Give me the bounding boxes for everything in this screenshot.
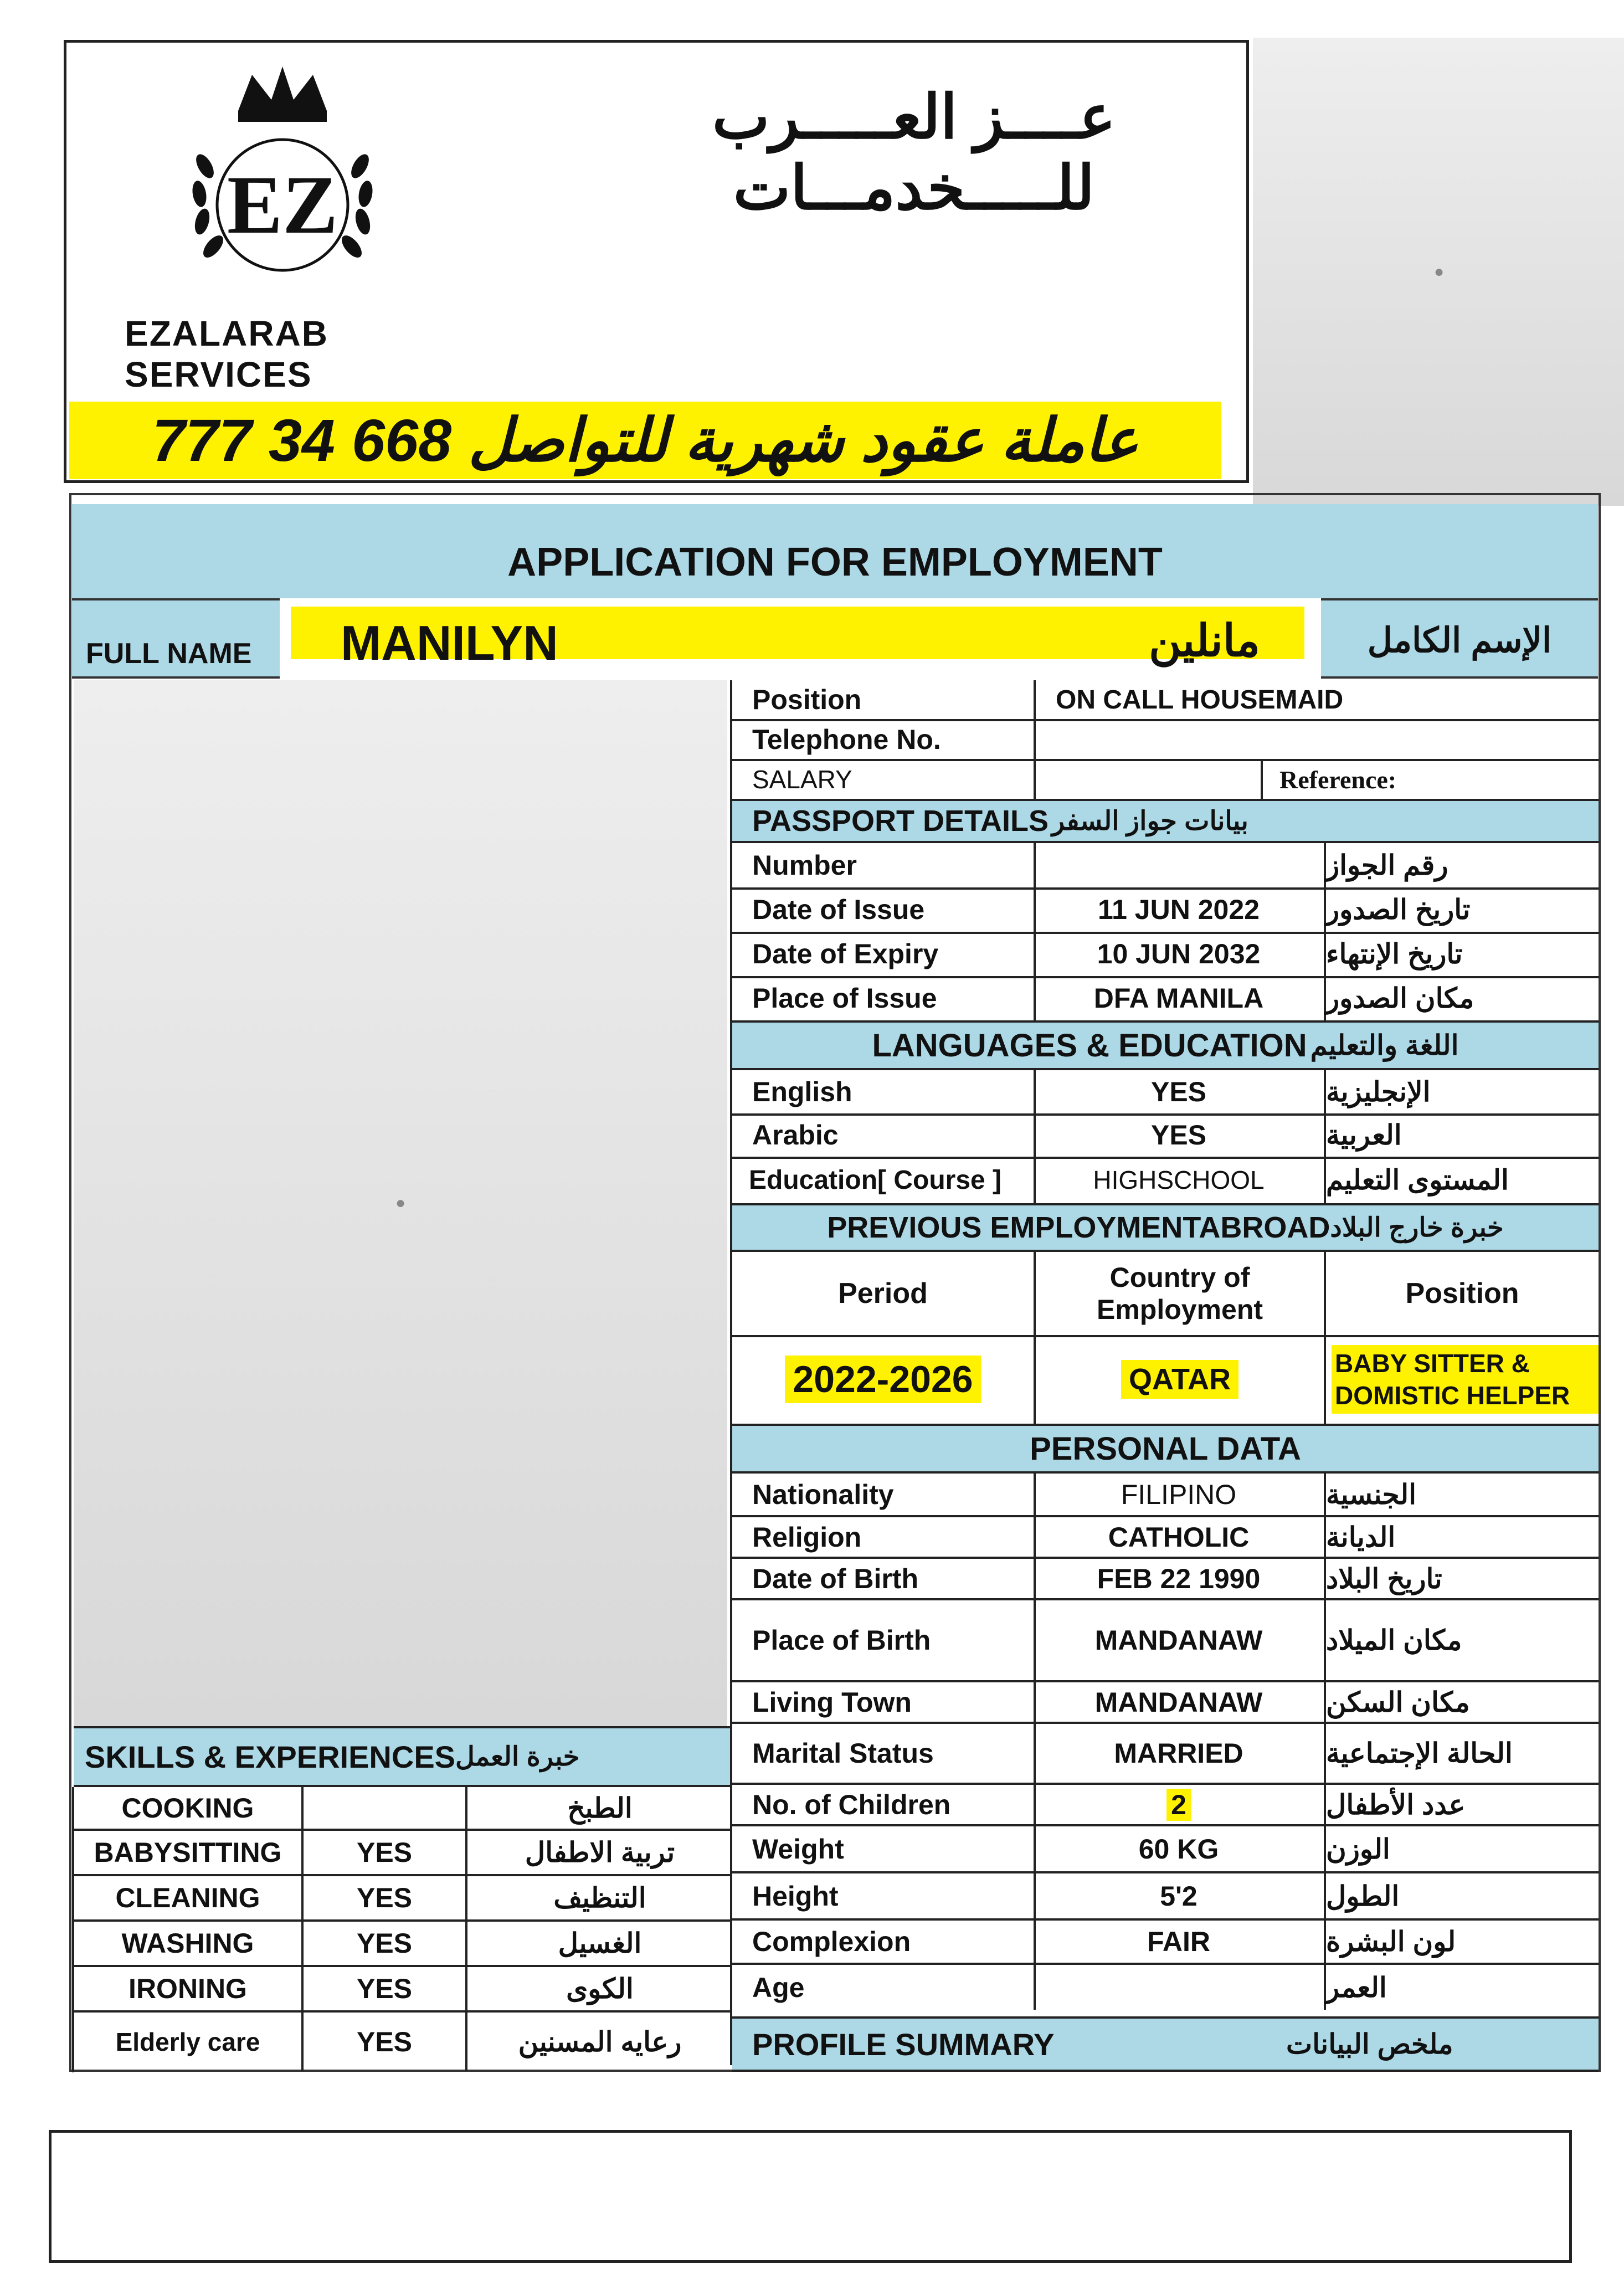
salary-value[interactable] [1034, 760, 1261, 799]
languages-heading [732, 1020, 1599, 1070]
language-label-ar: المستوى التعليم [1324, 1157, 1599, 1203]
languages-heading-ar: اللغة والتعليم [1310, 1030, 1459, 1061]
table-row [732, 1680, 1599, 1722]
language-label: Education[ Course ] [749, 1165, 1002, 1195]
table-row [74, 1829, 732, 1874]
personal-label-ar: الطول [1324, 1873, 1599, 1918]
personal-value-text: CATHOLIC [1108, 1521, 1250, 1553]
table-row [74, 1919, 732, 1965]
personal-value-text: FEB 22 1990 [1097, 1563, 1261, 1594]
personal-value-text: FILIPINO [1121, 1479, 1237, 1510]
personal-label: Nationality [752, 1479, 894, 1510]
skill-value: YES [301, 1922, 465, 1965]
personal-value [1034, 1921, 1322, 1963]
table-row [732, 1070, 1599, 1113]
employment-country-cell [1034, 1335, 1324, 1424]
personal-label-ar: تاريخ البلاد [1324, 1559, 1599, 1598]
personal-label-ar: العمر [1324, 1965, 1599, 2010]
col-period-header: Period [838, 1277, 928, 1310]
skill-value: YES [301, 1876, 465, 1919]
passport-label: Date of Expiry [752, 938, 939, 969]
table-row [732, 932, 1599, 976]
passport-rows [732, 843, 1599, 1020]
profile-summary-label-ar: ملخص البيانات [1286, 2029, 1453, 2060]
profile-summary-bar [732, 2016, 1599, 2072]
full-body-photo [74, 680, 727, 1726]
passport-label: Number [752, 850, 857, 881]
passport-value: DFA MANILA [1034, 976, 1322, 1020]
personal-label: Religion [752, 1521, 862, 1553]
employment-position-cell [1324, 1335, 1599, 1424]
personal-label-ar: الحالة الإجتماعية [1324, 1724, 1599, 1783]
passport-heading [732, 799, 1599, 843]
personal-label-ar: عدد الأطفال [1324, 1785, 1599, 1824]
col-country-header: Country of Employment [1034, 1252, 1324, 1335]
personal-label: Weight [752, 1833, 844, 1865]
personal-label-ar: الجنسية [1324, 1474, 1599, 1515]
logo [161, 55, 404, 288]
table-row [74, 1965, 732, 2010]
passport-label: Date of Issue [752, 894, 925, 925]
contact-banner: عاملة عقود شهرية للتواصل 668 34 777 [69, 402, 1221, 479]
full-name-arabic: مانلين [1148, 616, 1260, 665]
passport-label-ar: رقم الجواز [1324, 843, 1599, 887]
personal-value-text: MARRIED [1114, 1738, 1243, 1769]
employment-table [732, 1252, 1599, 1424]
personal-heading: PERSONAL DATA [732, 1424, 1599, 1474]
skill-label: IRONING [129, 1973, 247, 2004]
full-name-field[interactable] [280, 598, 1321, 679]
personal-value [1034, 1474, 1322, 1515]
passport-value: 11 JUN 2022 [1034, 887, 1322, 932]
employment-period: 2022-2026 [785, 1356, 980, 1403]
personal-label-ar: مكان الميلاد [1324, 1600, 1599, 1680]
notes-box[interactable] [49, 2130, 1572, 2263]
table-row [732, 1824, 1599, 1871]
personal-label: Marital Status [752, 1738, 934, 1769]
skill-label-ar: تربية الاطفال [465, 1831, 732, 1874]
languages-heading-en: LANGUAGES & EDUCATION [872, 1027, 1307, 1064]
logo-letters: EZ [227, 159, 338, 251]
table-row [732, 1157, 1599, 1203]
form-title: APPLICATION FOR EMPLOYMENT [72, 504, 1598, 598]
skill-label-ar: الطبخ [465, 1787, 732, 1829]
position-label: Position [752, 684, 862, 715]
personal-value-text: 5'2 [1160, 1880, 1198, 1912]
skill-label-ar: الكوى [465, 1967, 732, 2010]
language-label: English [752, 1076, 852, 1107]
language-label-ar: العربية [1324, 1113, 1599, 1157]
skills-table [72, 1787, 730, 2072]
personal-value-text: FAIR [1147, 1926, 1210, 1957]
col-position-header: Position [1324, 1252, 1599, 1335]
employment-heading [732, 1203, 1599, 1252]
personal-label-ar: مكان السكن [1324, 1682, 1599, 1722]
headshot-photo [1253, 38, 1624, 506]
language-value: HIGHSCHOOL [1034, 1157, 1322, 1203]
skill-value: YES [301, 1831, 465, 1874]
skill-label: CLEANING [115, 1882, 260, 1913]
personal-value [1034, 1826, 1322, 1871]
skills-heading-en: SKILLS & EXPERIENCES [85, 1739, 456, 1774]
languages-rows [732, 1070, 1599, 1203]
table-row [732, 1722, 1599, 1783]
table-row [732, 887, 1599, 932]
skills-heading [74, 1726, 730, 1787]
employment-heading-en: PREVIOUS EMPLOYMENTABROAD [827, 1211, 1330, 1244]
table-row [732, 1557, 1599, 1598]
table-row [732, 1598, 1599, 1680]
table-row [732, 1113, 1599, 1157]
skill-label-ar: الغسيل [465, 1922, 732, 1965]
table-row [74, 1787, 732, 1829]
position-value: ON CALL HOUSEMAID [1034, 680, 1599, 719]
skill-label-ar: رعايه المسنين [465, 2013, 732, 2071]
table-row [732, 1918, 1599, 1963]
brand-arabic: عــــز العـــــرب للـــــخدمـــات [712, 83, 1116, 222]
passport-label-ar: مكان الصدور [1324, 976, 1599, 1020]
table-row [74, 1874, 732, 1919]
skill-value: YES [301, 2013, 465, 2071]
passport-heading-ar: بيانات جواز السفر [1052, 807, 1248, 836]
personal-value [1034, 1724, 1322, 1783]
personal-value-text: 60 KG [1138, 1833, 1219, 1865]
personal-value-text: MANDANAW [1094, 1625, 1263, 1656]
skill-label: Elderly care [115, 2027, 260, 2056]
personal-label-ar: لون البشرة [1324, 1921, 1599, 1963]
personal-label: Place of Birth [752, 1625, 931, 1656]
full-name-value: MANILYN [341, 615, 558, 670]
passport-label: Place of Issue [752, 983, 937, 1014]
employment-period-cell [732, 1335, 1034, 1424]
personal-label: Living Town [752, 1686, 912, 1718]
language-value: YES [1034, 1070, 1322, 1113]
language-label: Arabic [752, 1120, 839, 1151]
passport-label-ar: تاريخ الصدور [1324, 887, 1599, 932]
personal-label: Complexion [752, 1926, 911, 1957]
personal-value [1034, 1559, 1322, 1598]
personal-label: No. of Children [752, 1789, 951, 1820]
personal-label-ar: الديانة [1324, 1517, 1599, 1557]
personal-value [1034, 1785, 1322, 1824]
table-row [74, 2010, 732, 2071]
personal-table [732, 1474, 1599, 2025]
table-row [732, 1515, 1599, 1557]
employment-heading-ar: خبرة خارج البلاد [1330, 1213, 1504, 1243]
personal-label: Date of Birth [752, 1563, 918, 1594]
skill-label: BABYSITTING [94, 1837, 282, 1868]
passport-heading-en: PASSPORT DETAILS [752, 804, 1049, 838]
salary-label: SALARY [752, 765, 852, 794]
skill-label: COOKING [121, 1792, 254, 1824]
skill-value: YES [301, 1967, 465, 2010]
table-row [732, 1474, 1599, 1515]
passport-label-ar: تاريخ الإنتهاء [1324, 932, 1599, 976]
full-name-label: FULL NAME [86, 638, 252, 670]
telephone-value[interactable] [1034, 720, 1599, 759]
brand-english: EZALARAB SERVICES [125, 314, 328, 394]
table-row [732, 1963, 1599, 2010]
telephone-label: Telephone No. [752, 724, 941, 755]
employment-position: BABY SITTER & DOMISTIC HELPER [1332, 1345, 1599, 1414]
passport-value: 10 JUN 2032 [1034, 932, 1322, 976]
personal-value [1034, 1682, 1322, 1722]
personal-label: Age [752, 1972, 805, 2003]
table-row [732, 976, 1599, 1020]
personal-value-text: 2 [1166, 1789, 1191, 1821]
personal-value [1034, 1517, 1322, 1557]
personal-label-ar: الوزن [1324, 1826, 1599, 1871]
table-row [732, 843, 1599, 887]
passport-value [1034, 843, 1322, 887]
profile-summary-label: PROFILE SUMMARY [752, 2026, 1055, 2062]
table-row [732, 1783, 1599, 1824]
language-value: YES [1034, 1113, 1322, 1157]
personal-value-text: MANDANAW [1094, 1686, 1263, 1718]
skill-label-ar: التنظيف [465, 1876, 732, 1919]
employment-country: QATAR [1121, 1360, 1238, 1399]
personal-label: Height [752, 1880, 839, 1912]
skill-label: WASHING [121, 1928, 254, 1959]
photo-placeholder-icon: ● [395, 1194, 406, 1212]
reference-label: Reference: [1261, 760, 1599, 799]
language-label-ar: الإنجليزية [1324, 1070, 1599, 1113]
table-row [732, 1871, 1599, 1918]
skills-heading-ar: خبرة العمل [455, 1742, 580, 1772]
personal-value [1034, 1873, 1322, 1918]
full-name-label-ar: الإسم الكامل [1367, 621, 1552, 660]
skill-value [301, 1787, 465, 1829]
personal-value [1034, 1600, 1322, 1680]
personal-value [1034, 1965, 1322, 2010]
photo-placeholder-icon: ● [1433, 262, 1445, 281]
